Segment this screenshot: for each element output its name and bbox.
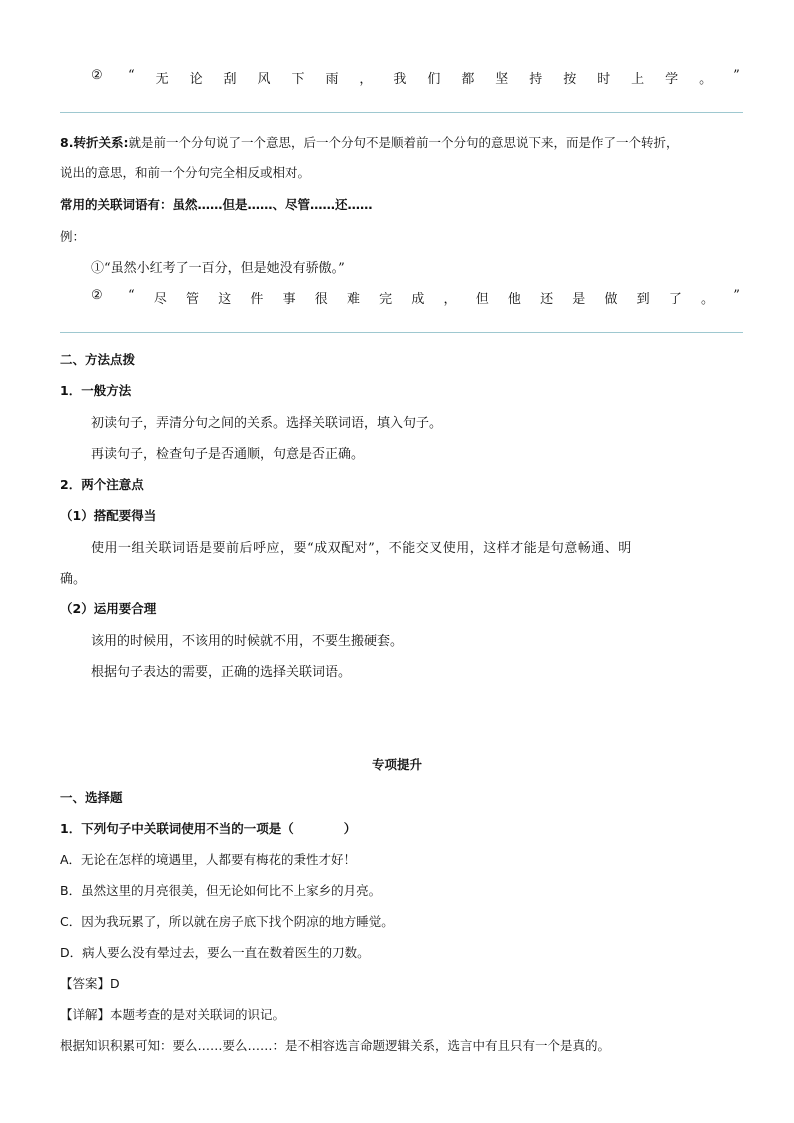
point2-line1: 该用的时候用，不该用的时候就不用，不要生搬硬套。 (91, 634, 404, 649)
sentence-char: 还 (540, 292, 554, 307)
sentence-char: 上 (631, 72, 645, 87)
example-2-sentence-spread (128, 288, 740, 307)
sentence-char: 下 (291, 72, 305, 87)
sentence-char: 坚 (495, 72, 509, 87)
question-text: 1．下列句子中关联词使用不当的一项是（ ） (60, 821, 357, 836)
answer-value: D (110, 976, 120, 991)
methods-heading: 二、方法点拨 (60, 352, 136, 367)
section-divider (60, 332, 743, 333)
sentence-char: 难 (346, 292, 360, 307)
sentence-char: 风 (257, 72, 271, 87)
example-1: ①“虽然小红考了一百分，但是她没有骄傲。” (91, 261, 345, 276)
sentence-char: 论 (189, 72, 203, 87)
knowledge-line: 根据知识积累可知：要么……要么……：是不相容选言命题逻辑关系，选言中有且只有一个是真的。 (60, 1038, 611, 1053)
sentence-char: 持 (529, 72, 543, 87)
sentence-char: 很 (314, 292, 328, 307)
sentence-char: 件 (250, 292, 264, 307)
sentence-char: 我 (393, 72, 407, 87)
sentence-char: ” (733, 288, 740, 303)
answer-line (60, 974, 120, 992)
sentence-char: 。 (701, 292, 715, 307)
sentence-char: 完 (379, 292, 393, 307)
sentence-char: “ (128, 288, 135, 303)
example-2-marker: ② (91, 288, 103, 303)
sentence-char: 他 (507, 292, 521, 307)
sentence-char: 时 (597, 72, 611, 87)
sentence-char: 。 (699, 72, 713, 87)
example-marker: ② (91, 68, 103, 83)
sentence-char: ” (733, 68, 740, 83)
point1-heading: （1）搭配要得当 (60, 508, 157, 523)
point2-line2: 根据句子表达的需要，正确的选择关联词语。 (91, 665, 352, 680)
sentence-char: 学 (665, 72, 679, 87)
sentence-char: 都 (461, 72, 475, 87)
sentence-char: 无 (155, 72, 169, 87)
option-b: B．虽然这里的月亮很美，但无论如何比不上家乡的月亮。 (60, 883, 382, 898)
sentence-char: 做 (604, 292, 618, 307)
methods-sub2-heading: 2．两个注意点 (60, 477, 144, 492)
turning-definition-line2: 说出的意思，和前一个分句完全相反或相对。 (60, 165, 311, 180)
sentence-char: “ (128, 68, 135, 83)
sentence-char: 雨 (325, 72, 339, 87)
example-sentence-spread (128, 68, 740, 87)
section-divider (60, 112, 743, 113)
option-d: D．病人要么没有晕过去，要么一直在数着医生的刀数。 (60, 945, 370, 960)
sentence-char: 这 (218, 292, 232, 307)
point1-line2: 确。 (60, 572, 87, 587)
practice-section-heading: 一、选择题 (60, 790, 123, 805)
turning-heading: 8.转折关系: (60, 135, 129, 150)
sentence-char: 是 (572, 292, 586, 307)
point1-line1: 使用一组关联词语是要前后呼应，要“成双配对”，不能交叉使用，这样才能是句意畅通、明 (91, 541, 632, 556)
example-label: 例： (60, 229, 86, 244)
common-words: 常用的关联词语有：虽然……但是……、尽管……还…… (60, 197, 373, 212)
option-a: A．无论在怎样的境遇里，人都要有梅花的秉性才好！ (60, 852, 357, 867)
point2-heading: （2）运用要合理 (60, 601, 157, 616)
sentence-char: 们 (427, 72, 441, 87)
sentence-char: ， (443, 292, 457, 307)
explanation-line (60, 1005, 285, 1023)
turning-definition-line1 (60, 133, 678, 151)
sentence-char: 到 (636, 292, 650, 307)
option-c: C．因为我玩累了，所以就在房子底下找个阴凉的地方睡觉。 (60, 914, 394, 929)
sentence-char: 刮 (223, 72, 237, 87)
methods-sub1-heading: 1．一般方法 (60, 383, 132, 398)
sentence-char: 事 (282, 292, 296, 307)
turning-definition-text: 就是前一个分句说了一个意思，后一个分句不是顺着前一个分句的意思说下来，而是作了一个转折， (128, 135, 679, 150)
sentence-char: ， (359, 72, 373, 87)
methods-sub1-line1: 初读句子，弄清分句之间的关系。选择关联词语，填入句子。 (91, 416, 443, 431)
explanation-text: 本题考查的是对关联词的识记。 (110, 1007, 286, 1022)
answer-label: 【答案】 (60, 976, 111, 991)
methods-sub1-line2: 再读句子，检查句子是否通顺，句意是否正确。 (91, 447, 365, 462)
sentence-char: 成 (411, 292, 425, 307)
sentence-char: 尽 (153, 292, 167, 307)
sentence-char: 但 (475, 292, 489, 307)
sentence-char: 按 (563, 72, 577, 87)
sentence-char: 了 (668, 292, 682, 307)
explanation-label: 【详解】 (60, 1007, 111, 1022)
practice-title: 专项提升 (371, 757, 422, 772)
sentence-char: 管 (186, 292, 200, 307)
